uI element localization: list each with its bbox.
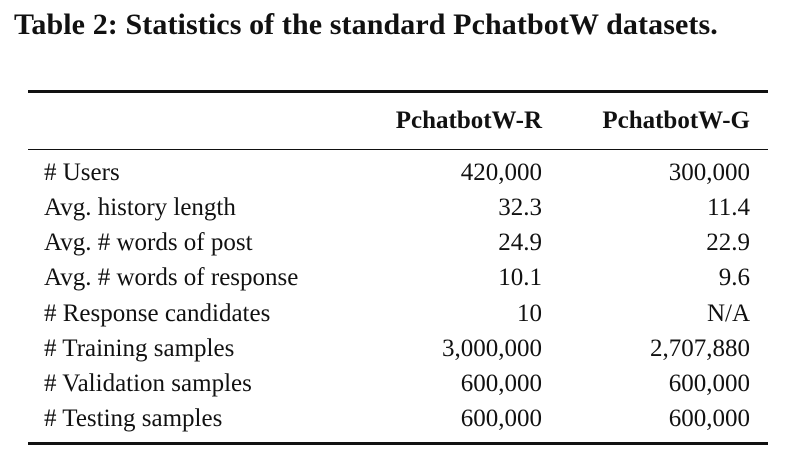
table-row — [28, 401, 768, 436]
value-pchatbotw-g: 22.9 — [706, 229, 750, 257]
value-pchatbotw-g: 9.6 — [718, 264, 750, 292]
row-label: # Testing samples — [44, 405, 223, 433]
row-label: Avg. # words of post — [44, 229, 253, 257]
value-pchatbotw-g: 600,000 — [668, 405, 750, 433]
value-pchatbotw-r: 3,000,000 — [442, 334, 542, 362]
table-row — [28, 366, 768, 401]
header-pchatbotw-r: PchatbotW-R — [395, 106, 542, 134]
table-row — [28, 225, 768, 260]
value-pchatbotw-r: 24.9 — [498, 229, 542, 257]
value-pchatbotw-r: 600,000 — [460, 405, 542, 433]
row-label: # Response candidates — [44, 299, 271, 327]
header-pchatbotw-g: PchatbotW-G — [602, 106, 750, 134]
table-row — [28, 155, 768, 190]
statistics-table — [28, 90, 768, 445]
value-pchatbotw-r: 420,000 — [460, 158, 542, 186]
row-label: # Validation samples — [44, 369, 252, 397]
value-pchatbotw-g: 2,707,880 — [650, 334, 750, 362]
table-body — [28, 150, 768, 443]
row-label: Avg. history length — [44, 193, 236, 221]
row-label: # Training samples — [44, 334, 235, 362]
table-row — [28, 190, 768, 225]
bottom-rule — [28, 442, 768, 445]
value-pchatbotw-g: 11.4 — [707, 193, 750, 221]
value-pchatbotw-g: 600,000 — [668, 369, 750, 397]
value-pchatbotw-r: 10.1 — [498, 264, 542, 292]
row-label: # Users — [44, 158, 120, 186]
value-pchatbotw-r: 10 — [517, 299, 542, 327]
table-row — [28, 296, 768, 331]
table-header-row — [28, 93, 768, 149]
row-label: Avg. # words of response — [44, 264, 299, 292]
table-row — [28, 260, 768, 295]
table-row — [28, 331, 768, 366]
value-pchatbotw-g: N/A — [706, 299, 750, 327]
value-pchatbotw-g: 300,000 — [668, 158, 750, 186]
table-caption: Table 2: Statistics of the standard PchatbotW datasets. — [14, 8, 718, 41]
value-pchatbotw-r: 600,000 — [460, 369, 542, 397]
value-pchatbotw-r: 32.3 — [498, 193, 542, 221]
